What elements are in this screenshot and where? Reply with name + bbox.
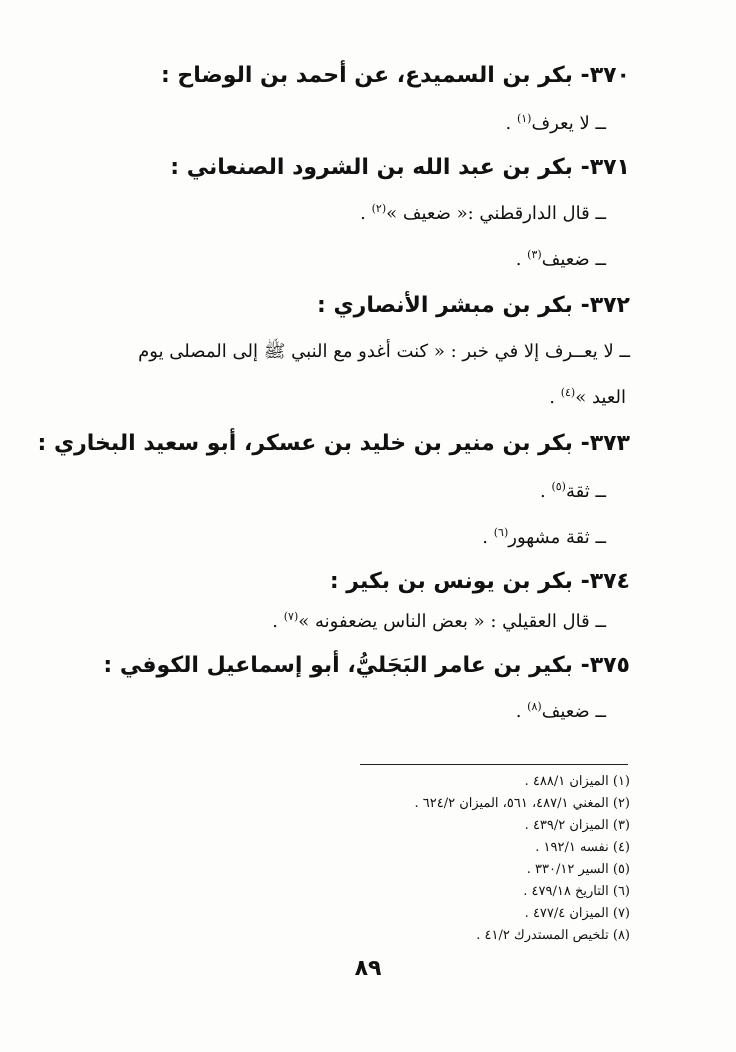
entry-line: ــ قال الدارقطني :« ضعيف »$^{(٢)}$ . — [360, 202, 606, 224]
footnote: (٣) الميزان ٤٣٩/٢ . — [524, 818, 630, 833]
footnote-divider — [360, 764, 628, 765]
footnote-ref: (٤) — [560, 386, 576, 399]
entry-heading-370: ٣٧٠- بكر بن السميدع، عن أحمد بن الوضاح : — [160, 63, 630, 88]
entry-line: ــ قال العقيلي : « بعض الناس يضعفونه »$^{(٧)}$ . — [272, 610, 606, 632]
entry-line: ــ لا يعرف$^{(١)}$ . — [505, 112, 606, 134]
footnote: (٦) التاريخ ٤٧٩/١٨ . — [523, 884, 630, 899]
entry-heading-371: ٣٧١- بكر بن عبد الله بن الشرود الصنعاني : — [170, 155, 630, 180]
footnote: (٨) تلخيص المستدرك ٤١/٢ . — [476, 928, 630, 943]
entry-heading-375: ٣٧٥- بكير بن عامر البَجَليُّ، أبو إسماعيل الكوفي : — [103, 653, 630, 678]
entry-line: العيد »$^{(٤)}$ . — [549, 386, 626, 408]
entry-line: ــ ثقة مشهور$^{(٦)}$ . — [482, 526, 606, 548]
entry-heading-372: ٣٧٢- بكر بن مبشر الأنصاري : — [317, 293, 630, 318]
entry-line: ــ ثقة$^{(٥)}$ . — [539, 480, 606, 502]
footnote-ref: (٧) — [283, 610, 299, 623]
entry-heading-374: ٣٧٤- بكر بن يونس بن بكير : — [329, 569, 630, 594]
footnote: (٧) الميزان ٤٧٧/٤ . — [524, 906, 630, 921]
entry-line: ــ ضعيف$^{(٣)}$ . — [515, 248, 606, 270]
footnote-ref: (٦) — [493, 526, 509, 539]
footnote: (٢) المغني ٤٨٧/١، ٥٦١، الميزان ٦٢٤/٢ . — [414, 796, 630, 811]
footnote: (١) الميزان ٤٨٨/١ . — [524, 774, 630, 789]
footnote-ref: (٨) — [527, 700, 542, 713]
footnote-ref: (٥) — [551, 480, 566, 493]
footnote: (٥) السير ٣٣٠/١٢ . — [526, 862, 630, 877]
page-number: ٨٩ — [354, 956, 382, 981]
footnote-ref: (٣) — [527, 248, 542, 261]
entry-line: ــ ضعيف$^{(٨)}$ . — [515, 700, 606, 722]
footnote-ref: (٢) — [371, 202, 387, 215]
footnote-ref: (١) — [516, 112, 532, 125]
footnote: (٤) نفسه ١٩٢/١ . — [535, 840, 630, 855]
entry-heading-373: ٣٧٣- بكر بن منير بن خليد بن عسكر، أبو سعيد البخاري : — [37, 431, 630, 456]
entry-line: ــ لا يعــرف إلا في خبر : « كنت أغدو مع النبي ﷺ إلى المصلى يوم — [138, 341, 630, 362]
